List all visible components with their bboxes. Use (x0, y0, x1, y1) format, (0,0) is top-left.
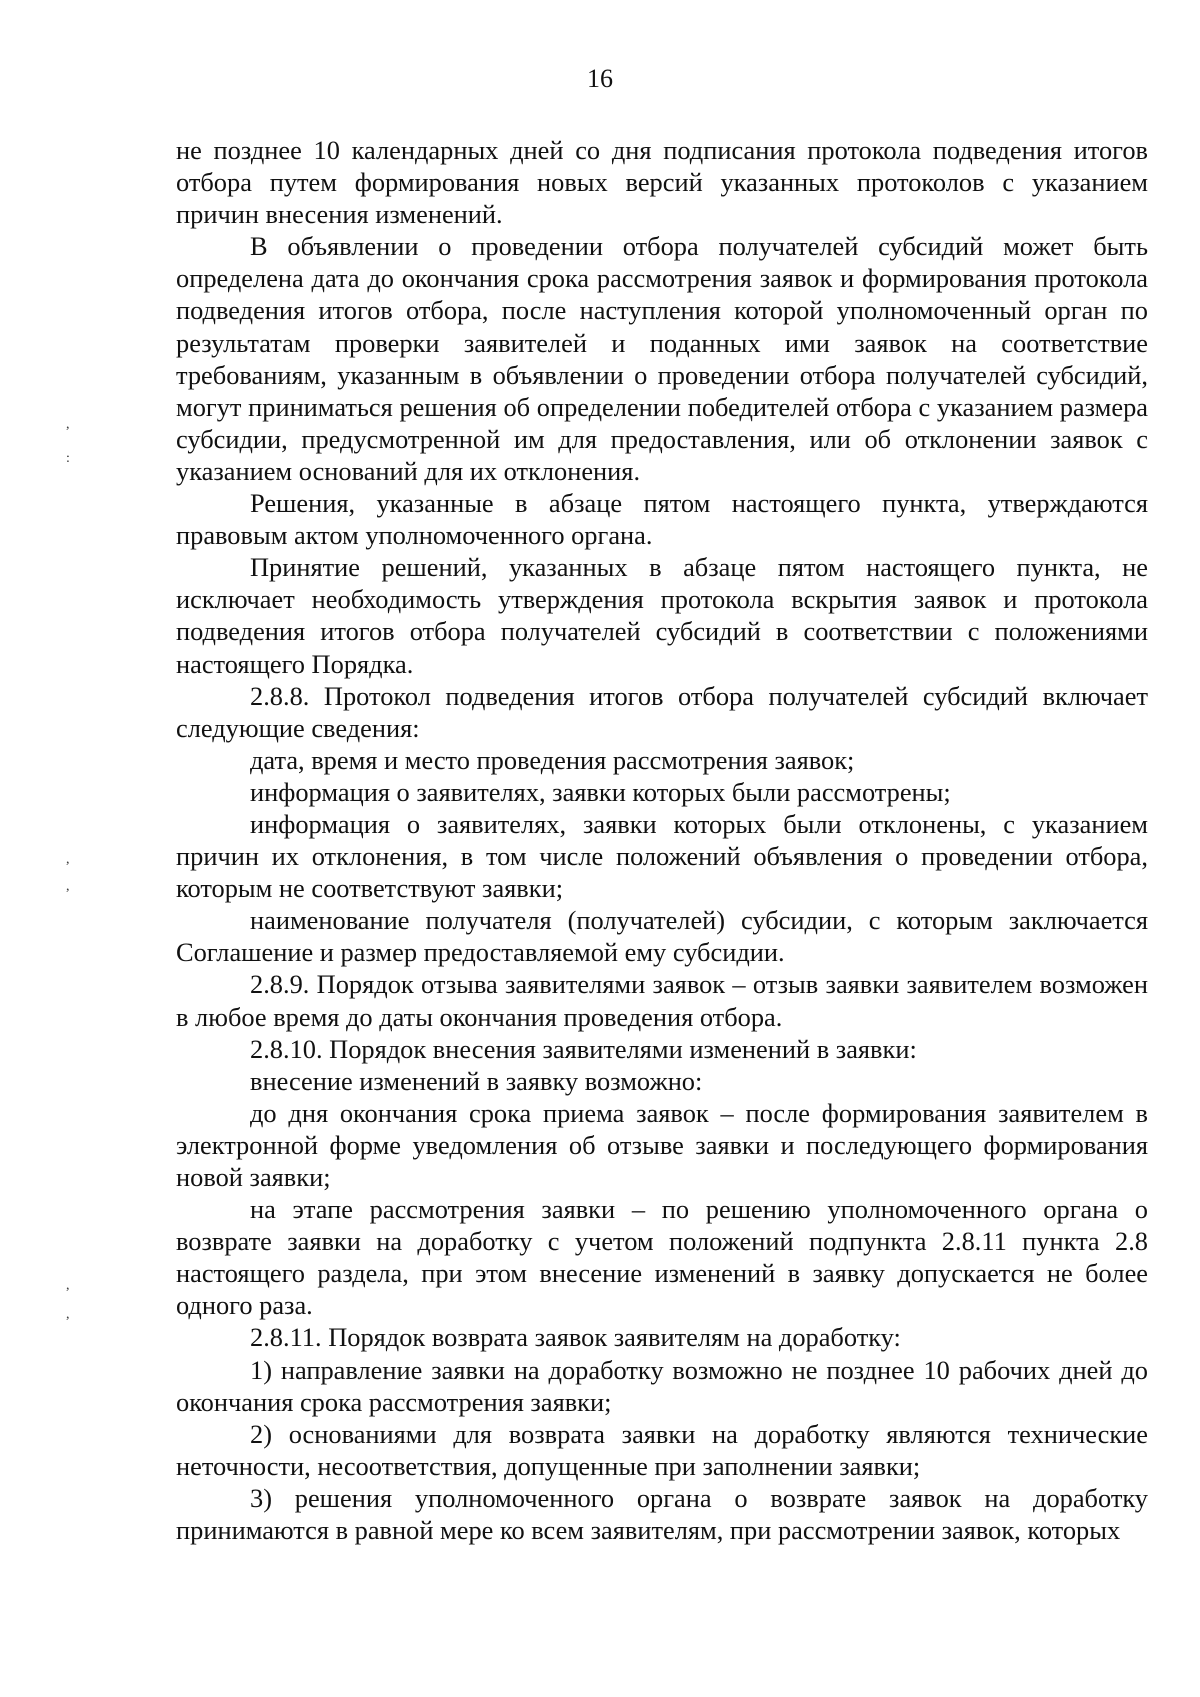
paragraph-announcement-date: В объявлении о проведении отбора получателей субсидий может быть определена дата до окончания срока рассмотрения заявок и формирования протокола подведения итогов отбора, после наступления которой уполномоченный орган по результатам проверки заявителей и поданных ими заявок на соответствие требованиям, указанным в объявлении о проведении отбора получателей субсидий, могут приниматься решения об определении победителей отбора с указанием размера субсидии, предусмотренной им для предоставления, или об отклонении заявок с указанием оснований для их отклонения. (176, 231, 1148, 486)
paragraph-2-8-11: 2.8.11. Порядок возврата заявок заявителям на доработку: (250, 1322, 901, 1353)
list-item-recipient-name: наименование получателя (получателей) субсидии, с которым заключается Соглашение и размер предоставляемой ему субсидии. (176, 905, 1148, 968)
paragraph-2-8-8: 2.8.8. Протокол подведения итогов отбора получателей субсидий включает следующие сведения: (176, 680, 1148, 743)
scan-mark: , (66, 1278, 70, 1293)
scan-mark: : (66, 451, 70, 466)
list-item-rejected-applicants: информация о заявителях, заявки которых были отклонены, с указанием причин их отклонения, в том числе положений объявления о проведении отбора, которым не соответствуют заявки; (176, 808, 1148, 904)
list-item-2-rework-grounds: 2) основаниями для возврата заявки на доработку являются технические неточности, несоответствия, допущенные при заполнении заявки; (176, 1418, 1148, 1481)
paragraph-continuation: не позднее 10 календарных дней со дня подписания протокола подведения итогов отбора путем формирования новых версий указанных протоколов с указанием причин внесения изменений. (176, 135, 1148, 230)
paragraph-review-stage: на этапе рассмотрения заявки – по решению уполномоченного органа о возврате заявки на доработку с учетом положений подпункта 2.8.11 пункта 2.8 настоящего раздела, при этом внесение изменений в заявку допускается не более одного раза. (176, 1194, 1148, 1321)
paragraph-changes-possible: внесение изменений в заявку возможно: (250, 1065, 703, 1096)
scan-mark: , (66, 1307, 70, 1322)
scan-mark: , (66, 852, 70, 867)
scan-mark: , (66, 417, 70, 432)
list-item-reviewed-applicants: информация о заявителях, заявки которых были рассмотрены; (250, 776, 951, 807)
list-item-date-time-place: дата, время и место проведения рассмотрения заявок; (250, 744, 855, 775)
paragraph-2-8-9: 2.8.9. Порядок отзыва заявителями заявок – отзыв заявки заявителем возможен в любое время до даты окончания проведения отбора. (176, 969, 1148, 1032)
scan-mark: , (66, 879, 70, 894)
paragraph-2-8-10: 2.8.10. Порядок внесения заявителями изменений в заявки: (250, 1033, 917, 1064)
list-item-1-rework-deadline: 1) направление заявки на доработку возможно не позднее 10 рабочих дней до окончания срока рассмотрения заявки; (176, 1354, 1148, 1417)
paragraph-before-deadline: до дня окончания срока приема заявок – после формирования заявителем в электронной форме уведомления об отзыве заявки и последующего формирования новой заявки; (176, 1097, 1148, 1192)
paragraph-decisions-approval: Решения, указанные в абзаце пятом настоящего пункта, утверждаются правовым актом уполномоченного органа. (176, 488, 1148, 551)
list-item-3-rework-decisions: 3) решения уполномоченного органа о возврате заявок на доработку принимаются в равной мере ко всем заявителям, при рассмотрении заявок, которых (176, 1482, 1148, 1546)
paragraph-decisions-adoption: Принятие решений, указанных в абзаце пятом настоящего пункта, не исключает необходимость утверждения протокола вскрытия заявок и протокола подведения итогов отбора получателей субсидий в соответствии с положениями настоящего Порядка. (176, 552, 1148, 679)
page-number: 16 (587, 64, 613, 93)
document-body (176, 134, 1148, 1546)
